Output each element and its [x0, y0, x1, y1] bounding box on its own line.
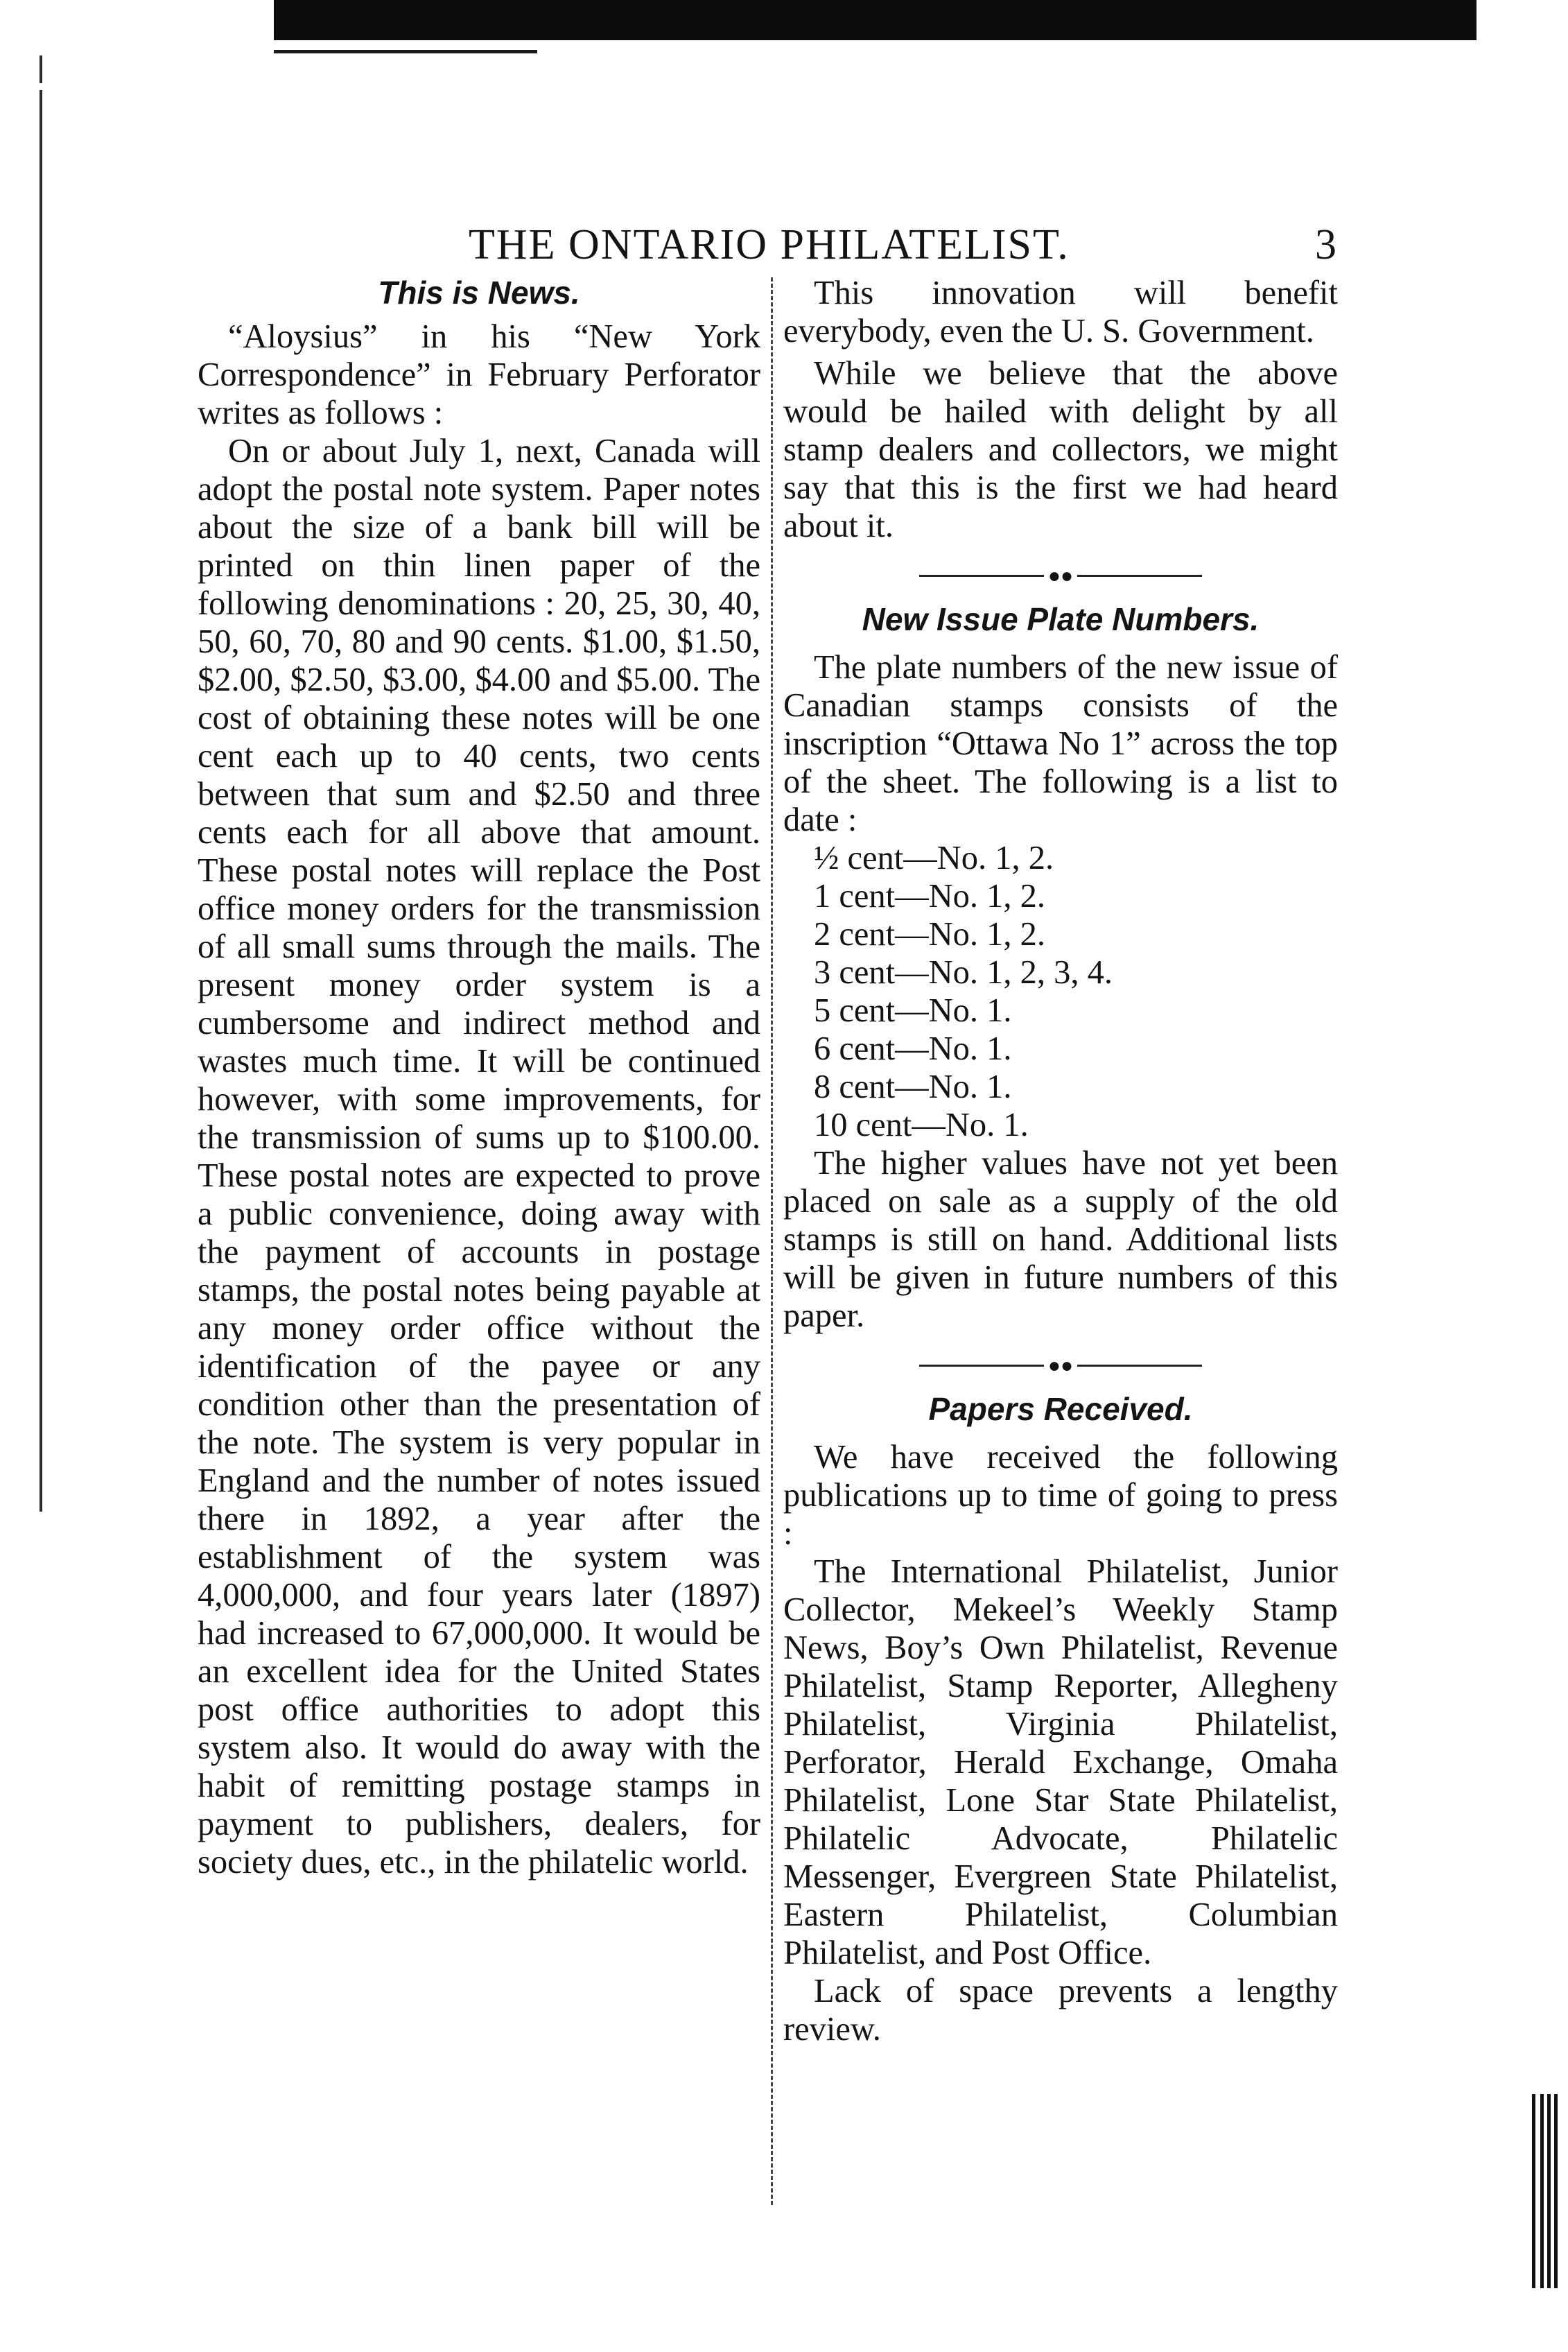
section-ornament: ●●: [783, 553, 1338, 594]
article-heading-news: This is News.: [378, 275, 580, 311]
list-item: 3 cent—No. 1, 2, 3, 4.: [814, 954, 1113, 991]
papers-received-list: The International Philatelist, Junior Collector, Mekeel’s Weekly Stamp News, Boy’s Own Philatelist, Revenue Philatelist, Stamp Reporter, Allegheny Philatelist, Virginia Philatelist, Perforator, Herald Exchange, Omaha Philatelist, Lone Star State Philatelist, Philatelic Advocate, Philatelic Messenger, Evergreen State Philatelist, Eastern Philatelist, Columbian Philatelist, and Post Office.: [783, 1553, 1338, 1971]
scan-left-edge-line: [40, 90, 42, 1512]
list-item: 1 cent—No. 1, 2.: [814, 878, 1046, 915]
article-intro: “Aloysius” in his “New York Correspondence” in February Perforator writes as follows :: [198, 318, 760, 431]
scan-left-edge-mark: [40, 55, 42, 83]
list-item: 5 cent—No. 1.: [814, 992, 1012, 1029]
list-item: 8 cent—No. 1.: [814, 1069, 1012, 1105]
plate-numbers-outro: The higher values have not yet been placed on sale as a supply of the old stamps is still on hand. Additional lists will be given in future numbers of this paper.: [783, 1145, 1338, 1334]
list-item: 10 cent—No. 1.: [814, 1107, 1029, 1143]
running-head: [193, 220, 1338, 269]
papers-received-heading: Papers Received.: [928, 1391, 1193, 1427]
plate-numbers-intro: The plate numbers of the new issue of Canadian stamps consists of the inscription “Ottawa No 1” across the top of the sheet. The following is a list to date :: [783, 649, 1338, 838]
left-column: [198, 274, 760, 1881]
list-item: 6 cent—No. 1.: [814, 1030, 1012, 1067]
page-number: 3: [1315, 221, 1338, 268]
plate-numbers-heading: New Issue Plate Numbers.: [862, 601, 1260, 637]
right-column: [783, 274, 1338, 2048]
scan-top-edge-bar: [274, 0, 1476, 40]
editor-comment: While we believe that the above would be hailed with delight by all stamp dealers and collectors, we might say that this is the first we had heard about it.: [783, 355, 1338, 544]
running-title: THE ONTARIO PHILATELIST.: [469, 221, 1070, 268]
section-ornament: ●●: [783, 1343, 1338, 1383]
column-divider: [771, 277, 773, 2205]
list-item: 2 cent—No. 1, 2.: [814, 916, 1046, 953]
list-item: ½ cent—No. 1, 2.: [814, 840, 1054, 876]
scan-top-edge-rule: [274, 50, 537, 53]
article-continuation: This innovation will benefit everybody, even the U. S. Government.: [783, 275, 1338, 349]
scan-right-edge-marks: [1532, 2094, 1560, 2288]
article-body: On or about July 1, next, Canada will adopt the postal note system. Paper notes about the size of a bank bill will be printed on thin linen paper of the following denominations : 20, 25, 30, 40, 50, 60, 70, 80 and 90 cents. $1.00, $1.50, $2.00, $2.50, $3.00, $4.00 and $5.00. The cost of obtaining these notes will be one cent each up to 40 cents, two cents between that sum and $2.50 and three cents each for all above that amount. These postal notes will replace the Post office money orders for the transmission of all small sums through the mails. The present money order system is a cumbersome and indirect method and wastes much time. It will be continued however, with some improvements, for the transmission of sums up to $100.00. These postal notes are expected to prove a public convenience, doing away with the payment of accounts in postage stamps, the postal notes being payable at any money order office without the identification of the payee or any condition other than the presentation of the note. The system is very popular in England and the number of notes issued there in 1892, a year after the establishment of the system was 4,000,000, and four years later (1897) had increased to 67,000,000. It would be an excellent idea for the United States post office authorities to adopt this system also. It would do away with the habit of remitting postage stamps in payment to publishers, dealers, for society dues, etc., in the philatelic world.: [198, 433, 760, 1880]
papers-received-outro: Lack of space prevents a lengthy review.: [783, 1973, 1338, 2048]
papers-received-intro: We have received the following publications up to time of going to press :: [783, 1439, 1338, 1552]
plate-numbers-list: [783, 839, 1338, 1144]
